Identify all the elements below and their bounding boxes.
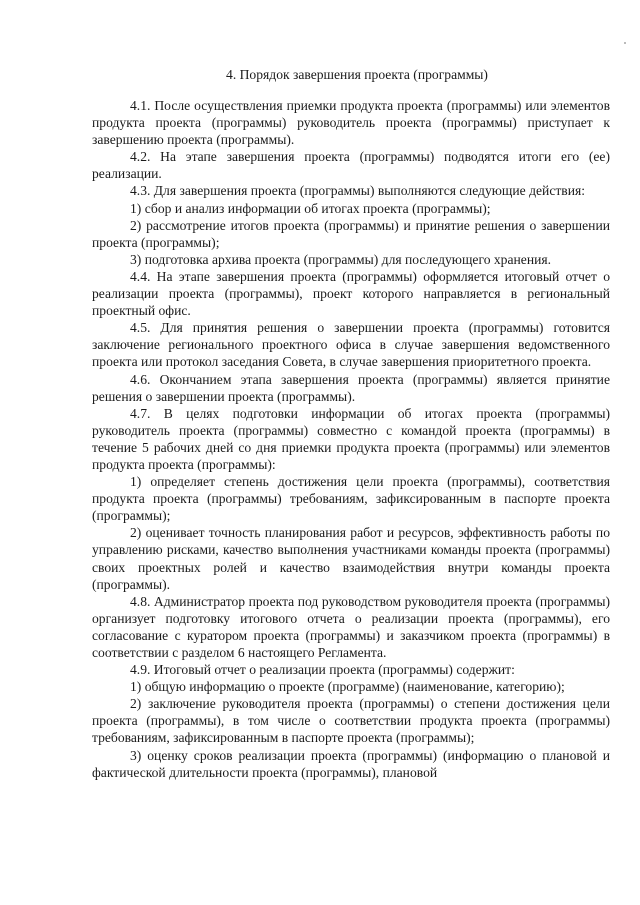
list-item-4-7-1: 1) определяет степень достижения цели проекта (программы), соответствия продукта проекта (программы) требованиям, зафиксированным в паспорте проекта (программы);	[92, 474, 610, 524]
section-title: 4. Порядок завершения проекта (программы)	[226, 67, 488, 82]
paragraph-4-6: 4.6. Окончанием этапа завершения проекта (программы) является принятие решения о завершении проекта (программы).	[92, 371, 610, 404]
list-item-4-9-1: 1) общую информацию о проекте (программе) (наименование, категорию);	[130, 679, 565, 695]
document-body	[92, 97, 610, 781]
list-item-4-7-2: 2) оценивает точность планирования работ и ресурсов, эффективность работы по управлению рисками, качество выполнения участниками команды проекта (программы) своих проектных ролей и качество взаимодействия внутри команды проекта (программы).	[92, 525, 610, 592]
paragraph-4-2: 4.2. На этапе завершения проекта (программы) подводятся итоги его (ее) реализации.	[92, 149, 610, 182]
paragraph-4-5: 4.5. Для принятия решения о завершении проекта (программы) готовится заключение регионального проектного офиса в случае завершения ведомственного проекта или протокол заседания Совета, в случае завершения приоритетного проекта.	[92, 320, 610, 370]
paragraph-4-9: 4.9. Итоговый отчет о реализации проекта (программы) содержит:	[130, 662, 515, 678]
list-item-4-9-2: 2) заключение руководителя проекта (программы) о степени достижения цели проекта (программы), в том числе о соответствии продукта проекта (программы) требованиям, зафиксированным в паспорте проекта (программы);	[92, 696, 610, 746]
list-item-4-3-2: 2) рассмотрение итогов проекта (программы) и принятие решения о завершении проекта (программы);	[92, 217, 610, 250]
paragraph-4-8: 4.8. Администратор проекта под руководством руководителя проекта (программы) организует подготовку итогового отчета о реализации проекта (программы), его согласование с куратором проекта (программы) и заказчиком проекта (программы) в соответствии с разделом 6 настоящего Регламента.	[92, 593, 610, 660]
paragraph-4-3: 4.3. Для завершения проекта (программы) выполняются следующие действия:	[130, 183, 586, 199]
list-item-4-9-3: 3) оценку сроков реализации проекта (программы) (информацию о плановой и фактической длительности проекта (программы), плановой	[92, 747, 610, 780]
paragraph-4-4: 4.4. На этапе завершения проекта (программы) оформляется итоговый отчет о реализации проекта (программы), проект которого направляется в региональный проектный офис.	[92, 268, 610, 319]
paragraph-4-7: 4.7. В целях подготовки информации об итогах проекта (программы) руководитель проекта (программы) совместно с командой проекта (программы) в течение 5 рабочих дней со дня приемки продукта проекта (программы) или элементов продукта проекта (программы):	[92, 405, 610, 472]
list-item-4-3-1: 1) сбор и анализ информации об итогах проекта (программы);	[130, 200, 491, 216]
scan-mark	[624, 42, 626, 44]
list-item-4-3-3: 3) подготовка архива проекта (программы) для последующего хранения.	[130, 251, 552, 267]
paragraph-4-1: 4.1. После осуществления приемки продукта проекта (программы) или элементов продукта проекта (программы) руководитель проекта (программы) приступает к завершению проекта (программы).	[92, 98, 610, 148]
